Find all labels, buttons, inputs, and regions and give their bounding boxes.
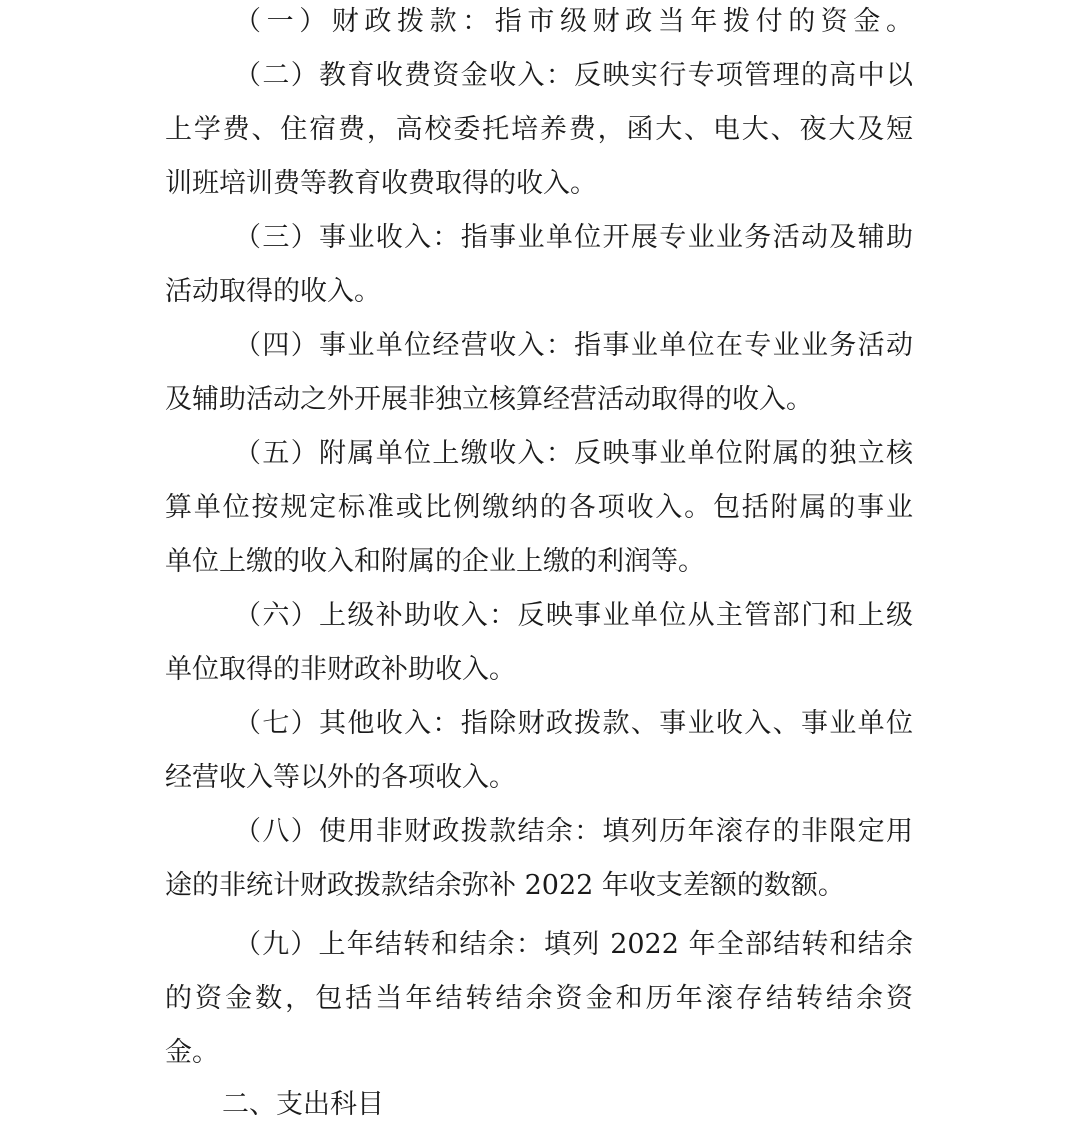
line-3: 上学费、住宿费，高校委托培养费，函大、电大、夜大及短: [165, 114, 913, 145]
line-7: （四）事业单位经营收入：指事业单位在专业业务活动: [234, 330, 913, 361]
line-18: （九）上年结转和结余：填列 2022 年全部结转和结余: [234, 929, 913, 960]
line-5: （三）事业收入：指事业单位开展专业业务活动及辅助: [234, 222, 913, 253]
line-14: （七）其他收入：指除财政拨款、事业收入、事业单位: [234, 708, 913, 739]
line-9: （五）附属单位上缴收入：反映事业单位附属的独立核: [234, 438, 913, 469]
line-8: 及辅助活动之外开展非独立核算经营活动取得的收入。: [165, 384, 813, 415]
line-6: 活动取得的收入。: [165, 276, 381, 307]
section-heading: 二、支出科目: [222, 1089, 384, 1120]
line-13: 单位取得的非财政补助收入。: [165, 654, 516, 685]
line-20: 金。: [165, 1037, 219, 1068]
line-2: （二）教育收费资金收入：反映实行专项管理的高中以: [234, 60, 913, 91]
line-19: 的资金数，包括当年结转结余资金和历年滚存结转结余资: [165, 983, 913, 1014]
line-12: （六）上级补助收入：反映事业单位从主管部门和上级: [234, 600, 913, 631]
line-17: 途的非统计财政拨款结余弥补 2022 年收支差额的数额。: [165, 870, 845, 901]
line-1: （一）财政拨款：指市级财政当年拨付的资金。: [234, 6, 913, 37]
line-15: 经营收入等以外的各项收入。: [165, 762, 516, 793]
line-11: 单位上缴的收入和附属的企业上缴的利润等。: [165, 546, 705, 577]
line-4: 训班培训费等教育收费取得的收入。: [165, 168, 597, 199]
line-16: （八）使用非财政拨款结余：填列历年滚存的非限定用: [234, 816, 913, 847]
line-10: 算单位按规定标准或比例缴纳的各项收入。包括附属的事业: [165, 492, 913, 523]
